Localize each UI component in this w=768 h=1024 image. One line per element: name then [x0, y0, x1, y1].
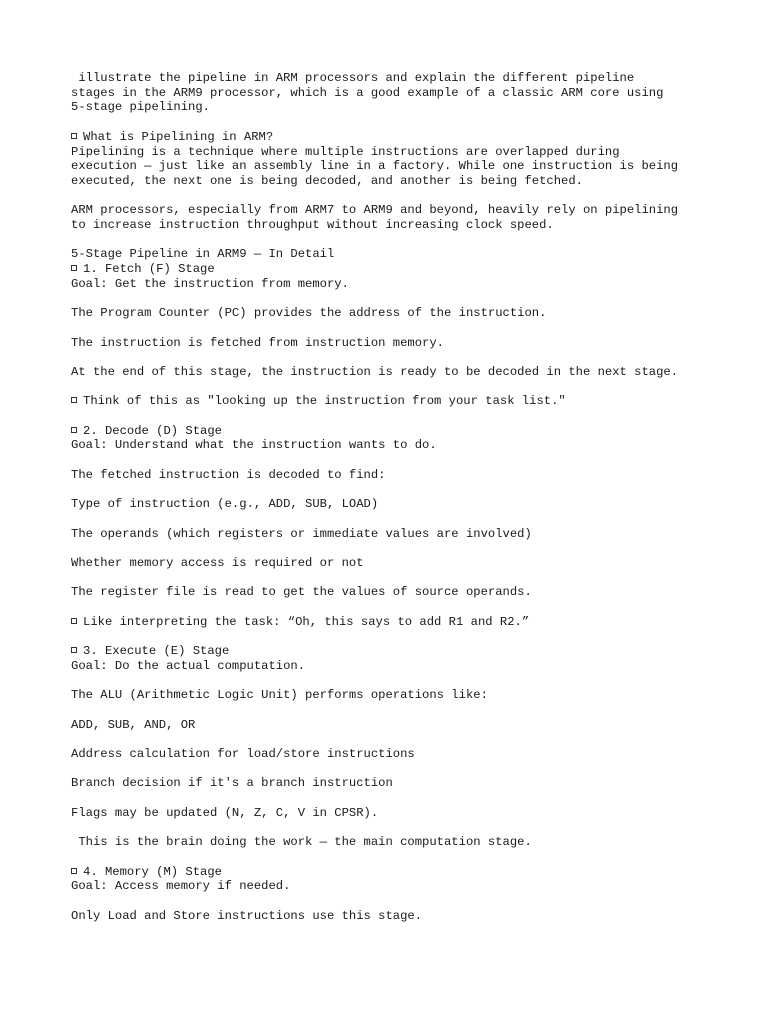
text-line	[71, 203, 731, 218]
text-line	[71, 776, 731, 791]
line-text: Think of this as "looking up the instruction from your task list."	[83, 394, 566, 409]
line-text: Goal: Get the instruction from memory.	[71, 276, 349, 291]
bullet-box-icon	[71, 647, 77, 653]
line-text: At the end of this stage, the instruction is ready to be decoded in the next stage.	[71, 364, 679, 379]
line-text: The operands (which registers or immediate values are involved)	[71, 526, 532, 541]
line-text: The fetched instruction is decoded to find:	[71, 467, 386, 482]
paragraph	[71, 71, 731, 115]
text-line	[71, 174, 731, 189]
text-line	[71, 615, 731, 630]
bullet-box-icon	[71, 397, 77, 403]
line-text: 3. Execute (E) Stage	[83, 644, 230, 659]
text-line	[71, 497, 731, 512]
line-text: Type of instruction (e.g., ADD, SUB, LOAD)	[71, 497, 379, 512]
line-text: Pipelining is a technique where multiple instructions are overlapped during	[71, 144, 620, 159]
text-line	[71, 879, 731, 894]
paragraph	[71, 585, 731, 600]
text-line	[71, 336, 731, 351]
text-line	[71, 159, 731, 174]
text-line	[71, 145, 731, 160]
text-line	[71, 247, 731, 262]
paragraph	[71, 718, 731, 733]
paragraph	[71, 468, 731, 483]
bullet-box-icon	[71, 618, 77, 624]
line-text: The register file is read to get the values of source operands.	[71, 585, 532, 600]
paragraph	[71, 865, 731, 894]
paragraph	[71, 527, 731, 542]
line-text: Address calculation for load/store instructions	[71, 747, 415, 762]
text-line	[71, 365, 731, 380]
text-line	[71, 835, 731, 850]
text-line	[71, 438, 731, 453]
paragraph	[71, 747, 731, 762]
text-line	[71, 688, 731, 703]
line-text: Goal: Access memory if needed.	[71, 879, 291, 894]
line-text: 4. Memory (M) Stage	[83, 864, 222, 879]
paragraph	[71, 615, 731, 630]
text-line	[71, 468, 731, 483]
paragraph	[71, 556, 731, 571]
text-line	[71, 262, 731, 277]
text-line	[71, 130, 731, 145]
text-line	[71, 747, 731, 762]
line-text: What is Pipelining in ARM?	[83, 129, 274, 144]
line-text: ADD, SUB, AND, OR	[71, 717, 196, 732]
text-line	[71, 659, 731, 674]
line-text: Flags may be updated (N, Z, C, V in CPSR).	[71, 805, 379, 820]
line-text: Goal: Understand what the instruction wants to do.	[71, 438, 437, 453]
paragraph	[71, 247, 731, 291]
paragraph	[71, 306, 731, 321]
text-line	[71, 306, 731, 321]
text-line	[71, 277, 731, 292]
paragraph	[71, 336, 731, 351]
text-line	[71, 556, 731, 571]
line-text: ARM processors, especially from ARM7 to ARM9 and beyond, heavily rely on pipelining	[71, 203, 679, 218]
line-text: This is the brain doing the work — the main computation stage.	[71, 835, 532, 850]
paragraph	[71, 365, 731, 380]
paragraph	[71, 776, 731, 791]
bullet-box-icon	[71, 133, 77, 139]
text-line	[71, 909, 731, 924]
text-line	[71, 865, 731, 880]
text-line	[71, 806, 731, 821]
text-line	[71, 86, 731, 101]
line-text: to increase instruction throughput without increasing clock speed.	[71, 218, 554, 232]
paragraph	[71, 497, 731, 512]
line-text: The instruction is fetched from instruction memory.	[71, 335, 444, 350]
line-text: 5-stage pipelining.	[71, 100, 210, 115]
text-line	[71, 644, 731, 659]
line-text: illustrate the pipeline in ARM processors and explain the different pipeline	[71, 71, 635, 85]
bullet-box-icon	[71, 868, 77, 874]
bullet-box-icon	[71, 427, 77, 433]
paragraph	[71, 806, 731, 821]
line-text: execution — just like an assembly line in a factory. While one instruction is being	[71, 159, 679, 174]
text-line	[71, 71, 731, 86]
line-text: 2. Decode (D) Stage	[83, 423, 222, 438]
line-text: 5-Stage Pipeline in ARM9 — In Detail	[71, 247, 335, 262]
paragraph	[71, 644, 731, 673]
text-line	[71, 100, 731, 115]
paragraph	[71, 130, 731, 189]
text-line	[71, 218, 731, 233]
line-text: Whether memory access is required or not	[71, 556, 364, 571]
line-text: The ALU (Arithmetic Logic Unit) performs operations like:	[71, 688, 488, 703]
paragraph	[71, 203, 731, 232]
bullet-box-icon	[71, 265, 77, 271]
line-text: Goal: Do the actual computation.	[71, 658, 306, 673]
line-text: executed, the next one is being decoded, and another is being fetched.	[71, 173, 583, 188]
paragraph	[71, 424, 731, 453]
paragraph	[71, 909, 731, 924]
paragraph	[71, 835, 731, 850]
line-text: 1. Fetch (F) Stage	[83, 262, 215, 277]
line-text: Branch decision if it's a branch instruction	[71, 776, 393, 791]
line-text: Only Load and Store instructions use this stage.	[71, 908, 423, 923]
line-text: Like interpreting the task: “Oh, this says to add R1 and R2.”	[83, 614, 530, 629]
text-line	[71, 527, 731, 542]
paragraph	[71, 688, 731, 703]
text-line	[71, 718, 731, 733]
document-page	[71, 71, 731, 938]
line-text: The Program Counter (PC) provides the address of the instruction.	[71, 306, 547, 321]
paragraph	[71, 394, 731, 409]
text-line	[71, 424, 731, 439]
line-text: stages in the ARM9 processor, which is a good example of a classic ARM core using	[71, 85, 664, 100]
text-line	[71, 394, 731, 409]
text-line	[71, 585, 731, 600]
